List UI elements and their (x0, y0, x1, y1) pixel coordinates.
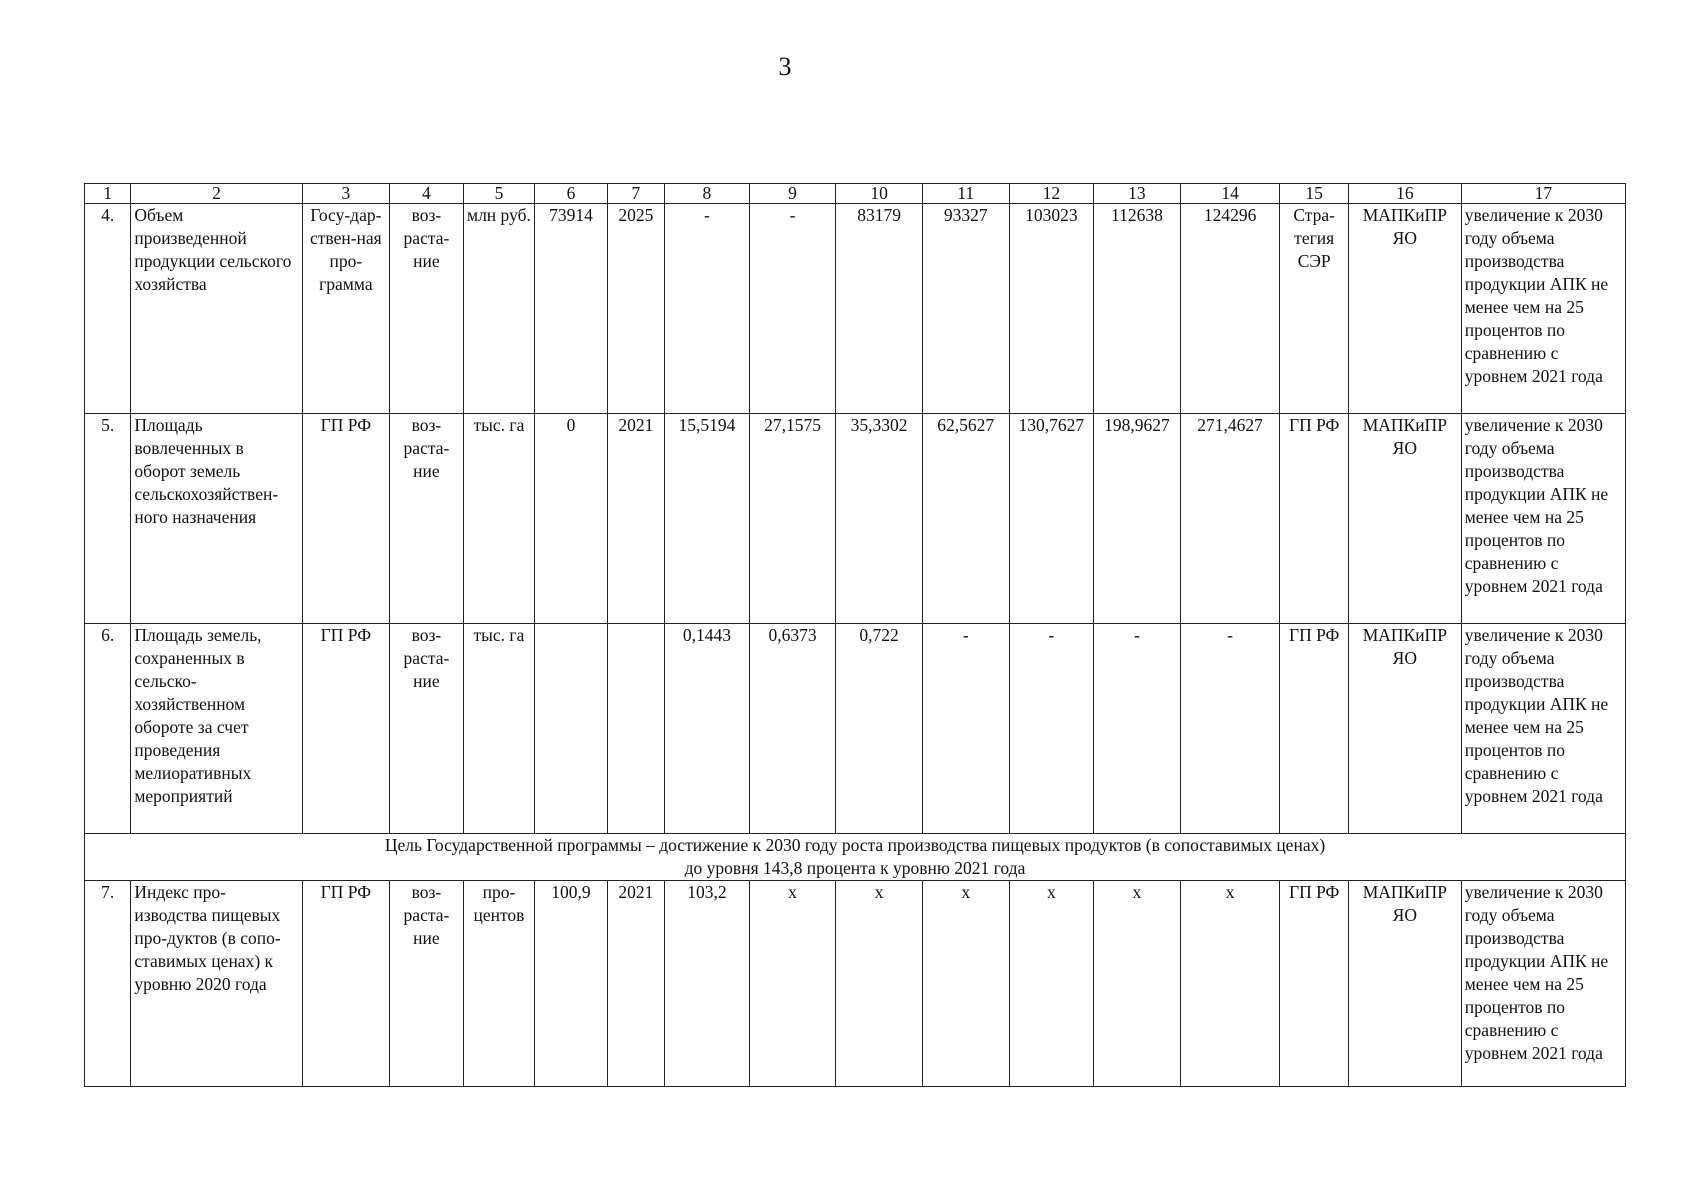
indicator-source: ГП РФ (302, 414, 390, 624)
value-col9: 0,6373 (749, 624, 836, 834)
indicator-source: ГП РФ (302, 624, 390, 834)
value-col11: 62,5627 (922, 414, 1009, 624)
value-col14: - (1180, 624, 1280, 834)
indicator-name: Индекс про-изводства пищевых про-дуктов (в сопо-ставимых ценах) к уровню 2020 года (131, 881, 302, 1087)
column-header: 17 (1461, 184, 1625, 204)
program-goal (85, 834, 1626, 881)
indicator-direction: воз-раста-ние (390, 204, 464, 414)
column-header: 5 (463, 184, 535, 204)
value-col11: х (922, 881, 1009, 1087)
indicator-direction: воз-раста-ние (390, 414, 464, 624)
table-row (85, 204, 1626, 414)
base-value: 0 (535, 414, 608, 624)
document: Стра-тегия СЭР (1280, 204, 1348, 414)
value-col13: х (1094, 881, 1181, 1087)
value-col14: 271,4627 (1180, 414, 1280, 624)
value-col8: - (665, 204, 750, 414)
value-col10: 83179 (836, 204, 923, 414)
value-col10: 0,722 (836, 624, 923, 834)
value-col13: 112638 (1094, 204, 1181, 414)
value-col9: - (749, 204, 836, 414)
indicator-unit: тыс. га (463, 624, 535, 834)
value-col10: 35,3302 (836, 414, 923, 624)
column-header: 7 (607, 184, 664, 204)
indicator-unit: тыс. га (463, 414, 535, 624)
indicator-unit: млн руб. (463, 204, 535, 414)
table-row (85, 414, 1626, 624)
column-header: 11 (922, 184, 1009, 204)
value-col8: 15,5194 (665, 414, 750, 624)
value-col12: 103023 (1009, 204, 1094, 414)
table-row (85, 881, 1626, 1087)
indicator-name: Площадь земель, сохраненных в сельско-хозяйственном обороте за счет проведения мелиоративных мероприятий (131, 624, 302, 834)
header-row (85, 184, 1626, 204)
value-col13: 198,9627 (1094, 414, 1181, 624)
value-col8: 103,2 (665, 881, 750, 1087)
column-header: 13 (1094, 184, 1181, 204)
column-header: 16 (1348, 184, 1461, 204)
goal-line-2: до уровня 143,8 процента к уровню 2021 года (684, 858, 1026, 878)
value-col9: 27,1575 (749, 414, 836, 624)
value-col11: 93327 (922, 204, 1009, 414)
column-header: 15 (1280, 184, 1348, 204)
row-number: 5. (85, 414, 131, 624)
responsible: МАПКиПР ЯО (1348, 881, 1461, 1087)
link-to-goal: увеличение к 2030 году объема производства продукции АПК не менее чем на 25 процентов по сравнению с уровнем 2021 года (1461, 881, 1625, 1087)
value-col12: 130,7627 (1009, 414, 1094, 624)
base-value (535, 624, 608, 834)
row-number: 6. (85, 624, 131, 834)
column-header: 6 (535, 184, 608, 204)
base-year (607, 624, 664, 834)
column-header: 12 (1009, 184, 1094, 204)
link-to-goal: увеличение к 2030 году объема производства продукции АПК не менее чем на 25 процентов по сравнению с уровнем 2021 года (1461, 204, 1625, 414)
indicator-direction: воз-раста-ние (390, 881, 464, 1087)
value-col11: - (922, 624, 1009, 834)
value-col10: х (836, 881, 923, 1087)
column-header: 8 (665, 184, 750, 204)
value-col9: х (749, 881, 836, 1087)
document: ГП РФ (1280, 624, 1348, 834)
value-col12: х (1009, 881, 1094, 1087)
responsible: МАПКиПР ЯО (1348, 204, 1461, 414)
column-header: 10 (836, 184, 923, 204)
base-value: 100,9 (535, 881, 608, 1087)
indicator-direction: воз-раста-ние (390, 624, 464, 834)
column-header: 3 (302, 184, 390, 204)
base-year: 2025 (607, 204, 664, 414)
base-value: 73914 (535, 204, 608, 414)
indicator-source: Госу-дар-ствен-ная про-грамма (302, 204, 390, 414)
column-header: 1 (85, 184, 131, 204)
value-col12: - (1009, 624, 1094, 834)
page-number: 3 (778, 52, 792, 81)
indicator-source: ГП РФ (302, 881, 390, 1087)
column-header: 2 (131, 184, 302, 204)
value-col14: 124296 (1180, 204, 1280, 414)
responsible: МАПКиПР ЯО (1348, 414, 1461, 624)
document: ГП РФ (1280, 414, 1348, 624)
value-col8: 0,1443 (665, 624, 750, 834)
indicator-name: Объем произведенной продукции сельского хозяйства (131, 204, 302, 414)
value-col13: - (1094, 624, 1181, 834)
value-col14: х (1180, 881, 1280, 1087)
indicator-name: Площадь вовлеченных в оборот земель сельскохозяйствен-ного назначения (131, 414, 302, 624)
goal-row (85, 834, 1626, 881)
indicator-unit: про-центов (463, 881, 535, 1087)
base-year: 2021 (607, 414, 664, 624)
link-to-goal: увеличение к 2030 году объема производства продукции АПК не менее чем на 25 процентов по сравнению с уровнем 2021 года (1461, 624, 1625, 834)
indicators-table (84, 183, 1626, 1087)
row-number: 7. (85, 881, 131, 1087)
column-header: 4 (390, 184, 464, 204)
link-to-goal: увеличение к 2030 году объема производства продукции АПК не менее чем на 25 процентов по сравнению с уровнем 2021 года (1461, 414, 1625, 624)
column-header: 9 (749, 184, 836, 204)
column-header: 14 (1180, 184, 1280, 204)
row-number: 4. (85, 204, 131, 414)
table-row (85, 624, 1626, 834)
document: ГП РФ (1280, 881, 1348, 1087)
responsible: МАПКиПР ЯО (1348, 624, 1461, 834)
base-year: 2021 (607, 881, 664, 1087)
goal-line-1: Цель Государственной программы – достижение к 2030 году роста производства пищевых продуктов (в сопоставимых ценах) (384, 835, 1326, 855)
